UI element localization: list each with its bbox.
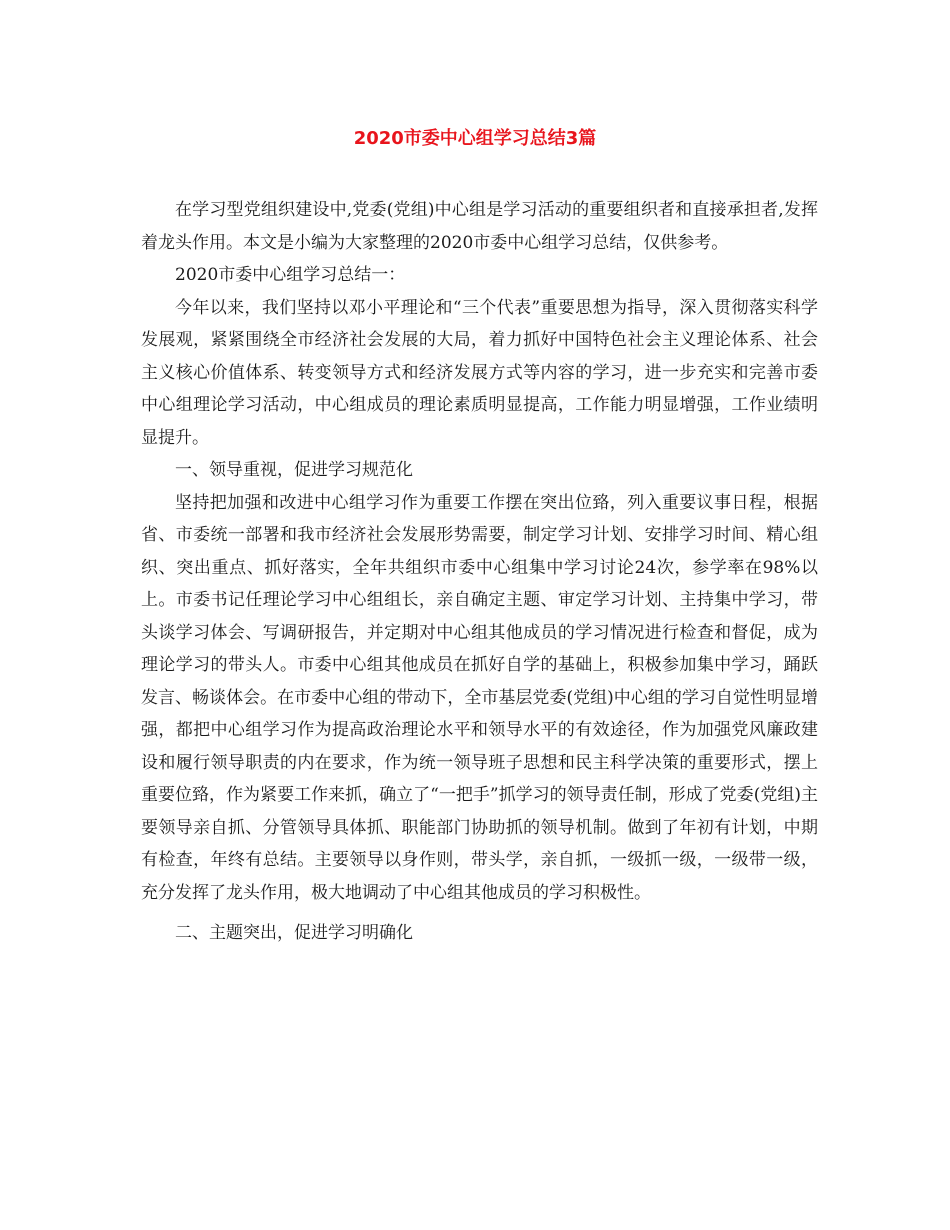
section-one-paragraph: 坚持把加强和改进中心组学习作为重要工作摆在突出位臵，列入重要议事日程，根据省、市委统一部署和我市经济社会发展形势需要，制定学习计划、安排学习时间、精心组织、突出重点、抓好落实，全年共组织市委中心组集中学习讨论24次，参学率在98%以上。市委书记任理论学习中心组组长，亲自确定主题、审定学习计划、主持集中学习，带头谈学习体会、写调研报告，并定期对中心组其他成员的学习情况进行检查和督促，成为理论学习的带头人。市委中心组其他成员在抓好自学的基础上，积极参加集中学习，踊跃发言、畅谈体会。在市委中心组的带动下，全市基层党委(党组)中心组的学习自觉性明显增强，都把中心组学习作为提高政治理论水平和领导水平的有效途径，作为加强党风廉政建设和履行领导职责的内在要求，作为统一领导班子思想和民主科学决策的重要形式，摆上重要位臵，作为紧要工作来抓，确立了“一把手”抓学习的领导责任制，形成了党委(党组)主要领导亲自抓、分管领导具体抓、职能部门协助抓的领导机制。做到了年初有计划，中期有检查，年终有总结。主要领导以身作则，带头学，亲自抓，一级抓一级，一级带一级，充分发挥了龙头作用，极大地调动了中心组其他成员的学习积极性。 [141,492,818,903]
summary-paragraph: 今年以来，我们坚持以邓小平理论和“三个代表”重要思想为指导，深入贯彻落实科学发展观，紧紧围绕全市经济社会发展的大局，着力抓好中国特色社会主义理论体系、社会主义核心价值体系、转变领导方式和经济发展方式等内容的学习，进一步充实和完善市委中心组理论学习活动，中心组成员的理论素质明显提高，工作能力明显增强，工作业绩明显提升。 [141,297,818,448]
intro-paragraph: 在学习型党组织建设中,党委(党组)中心组是学习活动的重要组织者和直接承担者,发挥着龙头作用。本文是小编为大家整理的2020市委中心组学习总结，仅供参考。 [141,200,818,253]
section-heading-two: 二、主题突出，促进学习明确化 [175,923,413,943]
section-heading-one: 一、领导重视，促进学习规范化 [175,460,413,480]
document-title: 2020市委中心组学习总结3篇 [353,128,597,149]
document-body [141,194,818,950]
section-title-summary-one: 2020市委中心组学习总结一： [175,265,406,285]
